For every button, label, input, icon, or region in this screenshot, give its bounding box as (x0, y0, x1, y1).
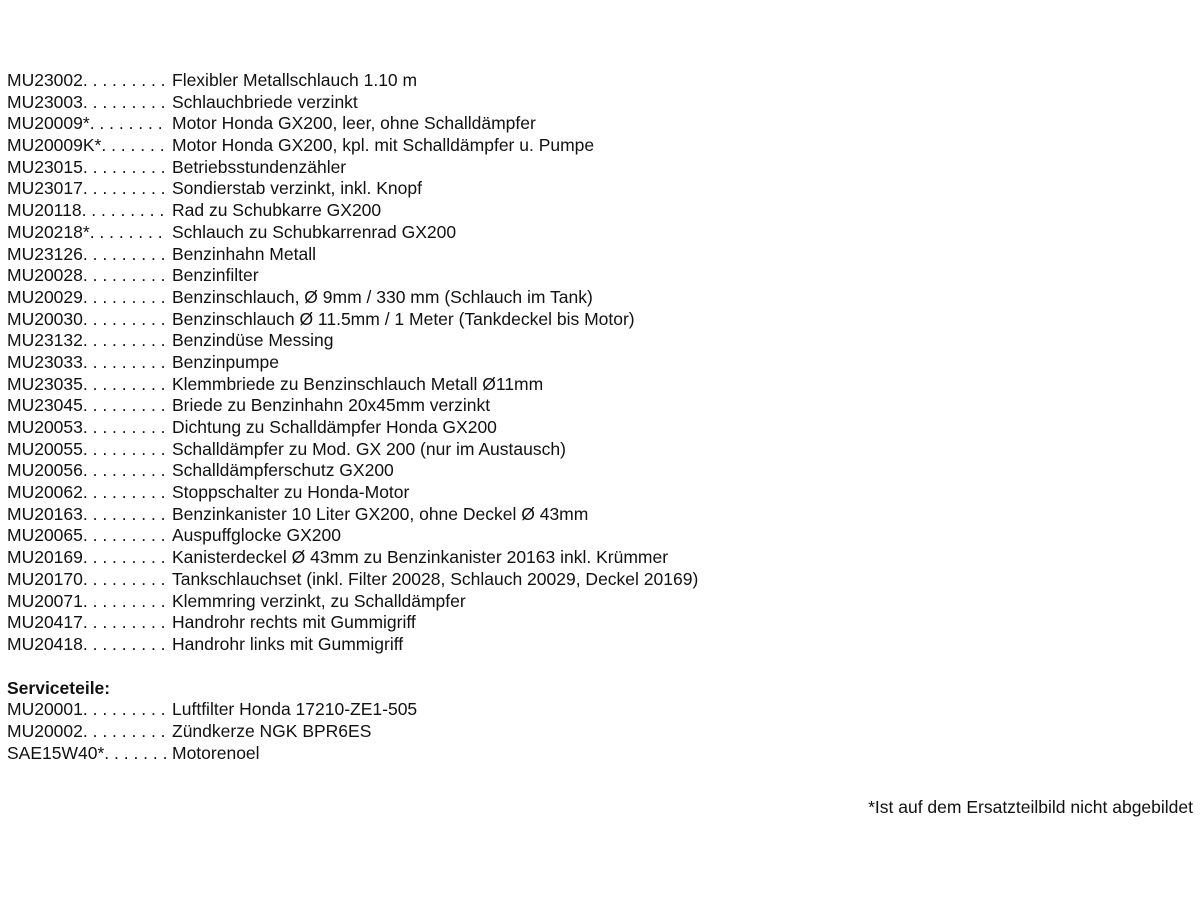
part-description: Rad zu Schubkarre GX200 (172, 200, 382, 221)
part-row (7, 352, 907, 374)
part-description: Motor Honda GX200, kpl. mit Schalldämpfer u. Pumpe (172, 135, 595, 156)
part-code: MU20028. . . . . . . . . (7, 265, 166, 286)
part-row (7, 135, 907, 157)
part-description: Auspuffglocke GX200 (172, 525, 341, 546)
part-code: MU23045. . . . . . . . . (7, 395, 166, 416)
part-description: Stoppschalter zu Honda-Motor (172, 482, 410, 503)
part-row (7, 569, 907, 591)
part-code: MU23033. . . . . . . . . (7, 351, 166, 372)
part-code: MU20163. . . . . . . . . (7, 503, 166, 524)
part-description: Benzinpumpe (172, 351, 280, 372)
part-description: Klemmbriede zu Benzinschlauch Metall Ø11mm (172, 373, 544, 394)
part-code: MU23126. . . . . . . . . (7, 243, 166, 264)
part-description: Zündkerze NGK BPR6ES (172, 720, 372, 741)
part-code: MU23003. . . . . . . . . (7, 91, 166, 112)
part-row (7, 92, 907, 114)
part-code: MU20169. . . . . . . . . (7, 547, 166, 568)
section-gap (7, 656, 907, 678)
part-row (7, 157, 907, 179)
part-code: SAE15W40*. . . . . . . (7, 742, 168, 763)
part-description: Benzinkanister 10 Liter GX200, ohne Deckel Ø 43mm (172, 503, 589, 524)
parts-rows (7, 70, 907, 656)
part-description: Schlauch zu Schubkarrenrad GX200 (172, 221, 457, 242)
part-description: Briede zu Benzinhahn 20x45mm verzinkt (172, 395, 491, 416)
part-description: Motor Honda GX200, leer, ohne Schalldämpfer (172, 113, 536, 134)
part-row (7, 721, 907, 743)
part-code: MU23132. . . . . . . . . (7, 330, 166, 351)
part-description: Benzinfilter (172, 265, 259, 286)
part-code: MU20030. . . . . . . . . (7, 308, 166, 329)
part-code: MU20001. . . . . . . . . (7, 699, 166, 720)
part-row (7, 634, 907, 656)
part-description: Dichtung zu Schalldämpfer Honda GX200 (172, 417, 497, 437)
part-code: MU20055. . . . . . . . . (7, 438, 166, 459)
part-description: Benzinschlauch Ø 11.5mm / 1 Meter (Tankdeckel bis Motor) (172, 308, 635, 329)
part-row (7, 417, 907, 439)
part-row (7, 287, 907, 309)
part-code: MU23015. . . . . . . . . (7, 156, 166, 177)
part-row (7, 309, 907, 331)
part-description: Kanisterdeckel Ø 43mm zu Benzinkanister 20163 inkl. Krümmer (172, 547, 669, 568)
parts-list (7, 70, 907, 764)
part-description: Benzindüse Messing (172, 330, 334, 351)
service-rows (7, 699, 907, 764)
part-row (7, 612, 907, 634)
part-row (7, 113, 907, 135)
service-section-title: Serviceteile: (7, 677, 111, 698)
part-code: MU23002. . . . . . . . . (7, 70, 166, 90)
part-description: Klemmring verzinkt, zu Schalldämpfer (172, 590, 466, 611)
part-description: Schlauchbriede verzinkt (172, 91, 358, 112)
part-description: Motorenoel (172, 742, 260, 763)
part-code: MU20118. . . . . . . . . (7, 200, 165, 221)
part-row (7, 395, 907, 417)
footnote: *Ist auf dem Ersatzteilbild nicht abgebildet (868, 797, 1193, 817)
part-description: Sondierstab verzinkt, inkl. Knopf (172, 178, 422, 199)
part-description: Schalldämpferschutz GX200 (172, 460, 394, 481)
part-code: MU20218*. . . . . . . . (7, 221, 163, 242)
part-code: MU20170. . . . . . . . . (7, 568, 166, 589)
part-code: MU20053. . . . . . . . . (7, 417, 166, 437)
part-row (7, 374, 907, 396)
part-description: Handrohr rechts mit Gummigriff (172, 612, 416, 633)
part-description: Benzinhahn Metall (172, 243, 316, 264)
part-row (7, 439, 907, 461)
part-description: Luftfilter Honda 17210-ZE1-505 (172, 699, 418, 720)
part-code: MU20071. . . . . . . . . (7, 590, 166, 611)
part-code: MU20056. . . . . . . . . (7, 460, 166, 481)
part-code: MU20062. . . . . . . . . (7, 482, 166, 503)
part-description: Benzinschlauch, Ø 9mm / 330 mm (Schlauch im Tank) (172, 286, 593, 307)
part-code: MU20009K*. . . . . . . (7, 135, 165, 156)
part-row (7, 743, 907, 765)
part-code: MU23035. . . . . . . . . (7, 373, 166, 394)
part-description: Handrohr links mit Gummigriff (172, 633, 404, 654)
part-description: Tankschlauchset (inkl. Filter 20028, Schlauch 20029, Deckel 20169) (172, 568, 699, 589)
part-row (7, 178, 907, 200)
part-code: MU20418. . . . . . . . . (7, 633, 166, 654)
part-code: MU20029. . . . . . . . . (7, 286, 166, 307)
part-description: Schalldämpfer zu Mod. GX 200 (nur im Austausch) (172, 438, 566, 459)
part-row (7, 200, 907, 222)
part-code: MU23017. . . . . . . . . (7, 178, 166, 199)
part-row (7, 525, 907, 547)
part-description: Flexibler Metallschlauch 1.10 m (172, 70, 418, 90)
part-row (7, 504, 907, 526)
part-row (7, 591, 907, 613)
part-row (7, 265, 907, 287)
part-row (7, 70, 907, 92)
part-row (7, 244, 907, 266)
part-row (7, 330, 907, 352)
part-description: Betriebsstundenzähler (172, 156, 347, 177)
part-row (7, 482, 907, 504)
part-code: MU20417. . . . . . . . . (7, 612, 166, 633)
part-row (7, 460, 907, 482)
part-code: MU20009*. . . . . . . . (7, 113, 163, 134)
part-row (7, 699, 907, 721)
part-row (7, 222, 907, 244)
part-row (7, 547, 907, 569)
part-code: MU20065. . . . . . . . . (7, 525, 166, 546)
part-code: MU20002. . . . . . . . . (7, 720, 166, 741)
